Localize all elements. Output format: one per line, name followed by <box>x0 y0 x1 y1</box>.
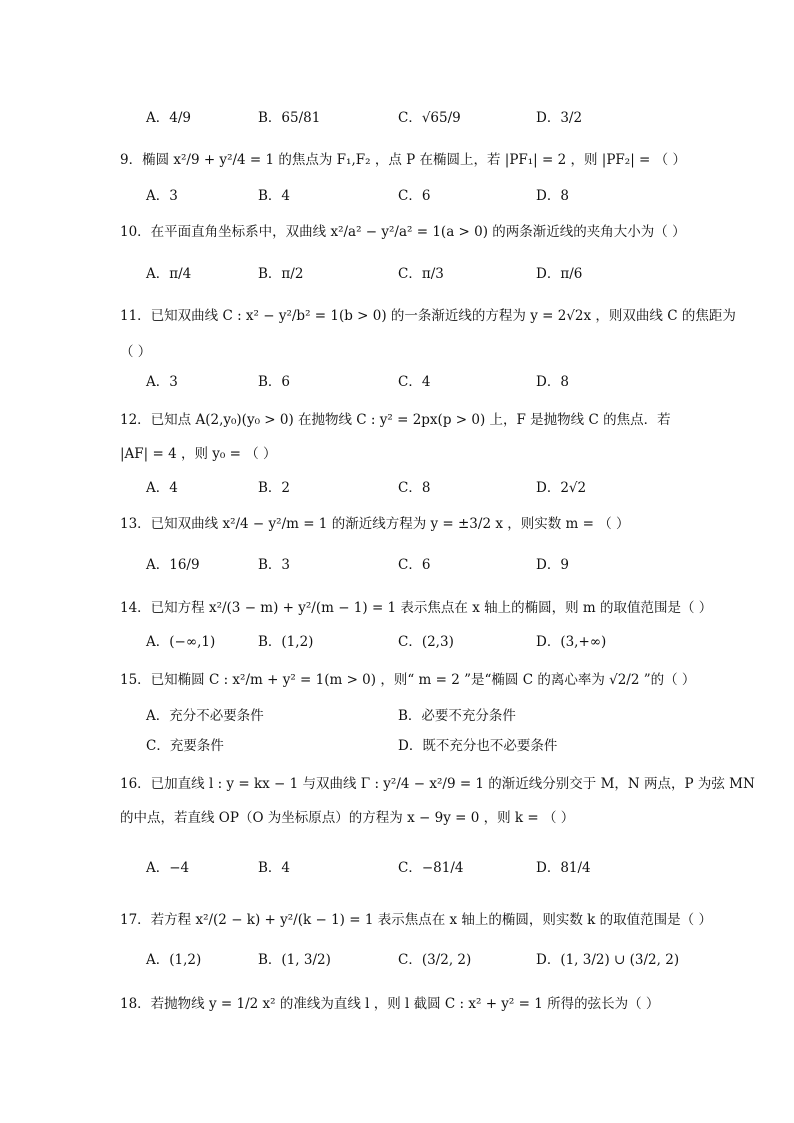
option-d: D．2√2 <box>536 480 587 496</box>
option-a: A．3 <box>146 188 178 204</box>
question-stem: 14．已知方程 x²/(3 − m) + y²/(m − 1) = 1 表示焦点在 x 轴上的椭圆，则 m 的取值范围是（ ） <box>120 600 713 616</box>
option-b: B．必要不充分条件 <box>398 708 516 724</box>
option-b: B．65/81 <box>258 110 321 126</box>
option-a: A．4/9 <box>146 110 191 126</box>
option-c: C．(3/2, 2) <box>398 952 472 968</box>
option-c: C．(2,3) <box>398 634 454 650</box>
question-stem-continued: （ ） <box>120 344 152 360</box>
option-d: D．(1, 3/2) ∪ (3/2, 2) <box>536 952 680 968</box>
option-d: D．8 <box>536 188 569 204</box>
option-a: A．−4 <box>146 860 190 876</box>
option-c: C．充要条件 <box>146 738 224 754</box>
question-stem: 9．椭圆 x²/9 + y²/4 = 1 的焦点为 F₁,F₂ ，点 P 在椭圆上，若 |PF₁| = 2 ，则 |PF₂| = （ ） <box>120 152 686 168</box>
option-b: B．6 <box>258 374 291 390</box>
option-c: C．−81/4 <box>398 860 464 876</box>
question-stem: 17．若方程 x²/(2 − k) + y²/(k − 1) = 1 表示焦点在 x 轴上的椭圆，则实数 k 的取值范围是（ ） <box>120 912 712 928</box>
option-c: C．6 <box>398 557 431 573</box>
option-b: B．(1, 3/2) <box>258 952 331 968</box>
option-c: C．8 <box>398 480 431 496</box>
option-d: D．3/2 <box>536 110 583 126</box>
option-d: D．9 <box>536 557 569 573</box>
question-stem: 18．若抛物线 y = 1/2 x² 的准线为直线 l ，则 l 截圆 C : x² + y² = 1 所得的弦长为（ ） <box>120 996 660 1012</box>
option-b: B．4 <box>258 860 291 876</box>
question-stem: 16．已加直线 l : y = kx − 1 与双曲线 Γ : y²/4 − x²/9 = 1 的渐近线分别交于 M，N 两点，P 为弦 MN <box>120 776 755 792</box>
option-a: A．π/4 <box>146 266 192 282</box>
option-d: D．81/4 <box>536 860 591 876</box>
option-a: A．3 <box>146 374 178 390</box>
option-d: D．π/6 <box>536 266 583 282</box>
question-stem: 13．已知双曲线 x²/4 − y²/m = 1 的渐近线方程为 y = ±3/2 x ，则实数 m = （ ） <box>120 516 630 532</box>
question-stem-continued: |AF| = 4 ，则 y₀ = （ ） <box>120 446 277 462</box>
option-b: B．4 <box>258 188 291 204</box>
option-d: D．8 <box>536 374 569 390</box>
option-d: D．既不充分也不必要条件 <box>398 738 558 754</box>
option-c: C．√65/9 <box>398 110 461 126</box>
question-stem-continued: 的中点，若直线 OP（O 为坐标原点）的方程为 x − 9y = 0 ，则 k = （ ） <box>120 810 575 826</box>
option-a: A．4 <box>146 480 178 496</box>
question-stem: 15．已知椭圆 C : x²/m + y² = 1(m > 0) ，则“ m = 2 ”是“椭圆 C 的离心率为 √2/2 ”的（ ） <box>120 672 696 688</box>
question-stem: 10．在平面直角坐标系中，双曲线 x²/a² − y²/a² = 1(a > 0) 的两条渐近线的夹角大小为（ ） <box>120 224 686 240</box>
option-a: A．(−∞,1) <box>146 634 216 650</box>
option-c: C．4 <box>398 374 431 390</box>
option-a: A．(1,2) <box>146 952 202 968</box>
option-b: B．3 <box>258 557 291 573</box>
option-b: B．2 <box>258 480 291 496</box>
question-stem: 12．已知点 A(2,y₀)(y₀ > 0) 在抛物线 C : y² = 2px(p > 0) 上，F 是抛物线 C 的焦点．若 <box>120 412 671 428</box>
option-c: C．6 <box>398 188 431 204</box>
option-c: C．π/3 <box>398 266 444 282</box>
option-b: B．π/2 <box>258 266 304 282</box>
option-a: A．16/9 <box>146 557 200 573</box>
option-d: D．(3,+∞) <box>536 634 607 650</box>
question-stem: 11．已知双曲线 C : x² − y²/b² = 1(b > 0) 的一条渐近线的方程为 y = 2√2x ，则双曲线 C 的焦距为 <box>120 308 736 324</box>
option-b: B．(1,2) <box>258 634 314 650</box>
option-a: A．充分不必要条件 <box>146 708 264 724</box>
